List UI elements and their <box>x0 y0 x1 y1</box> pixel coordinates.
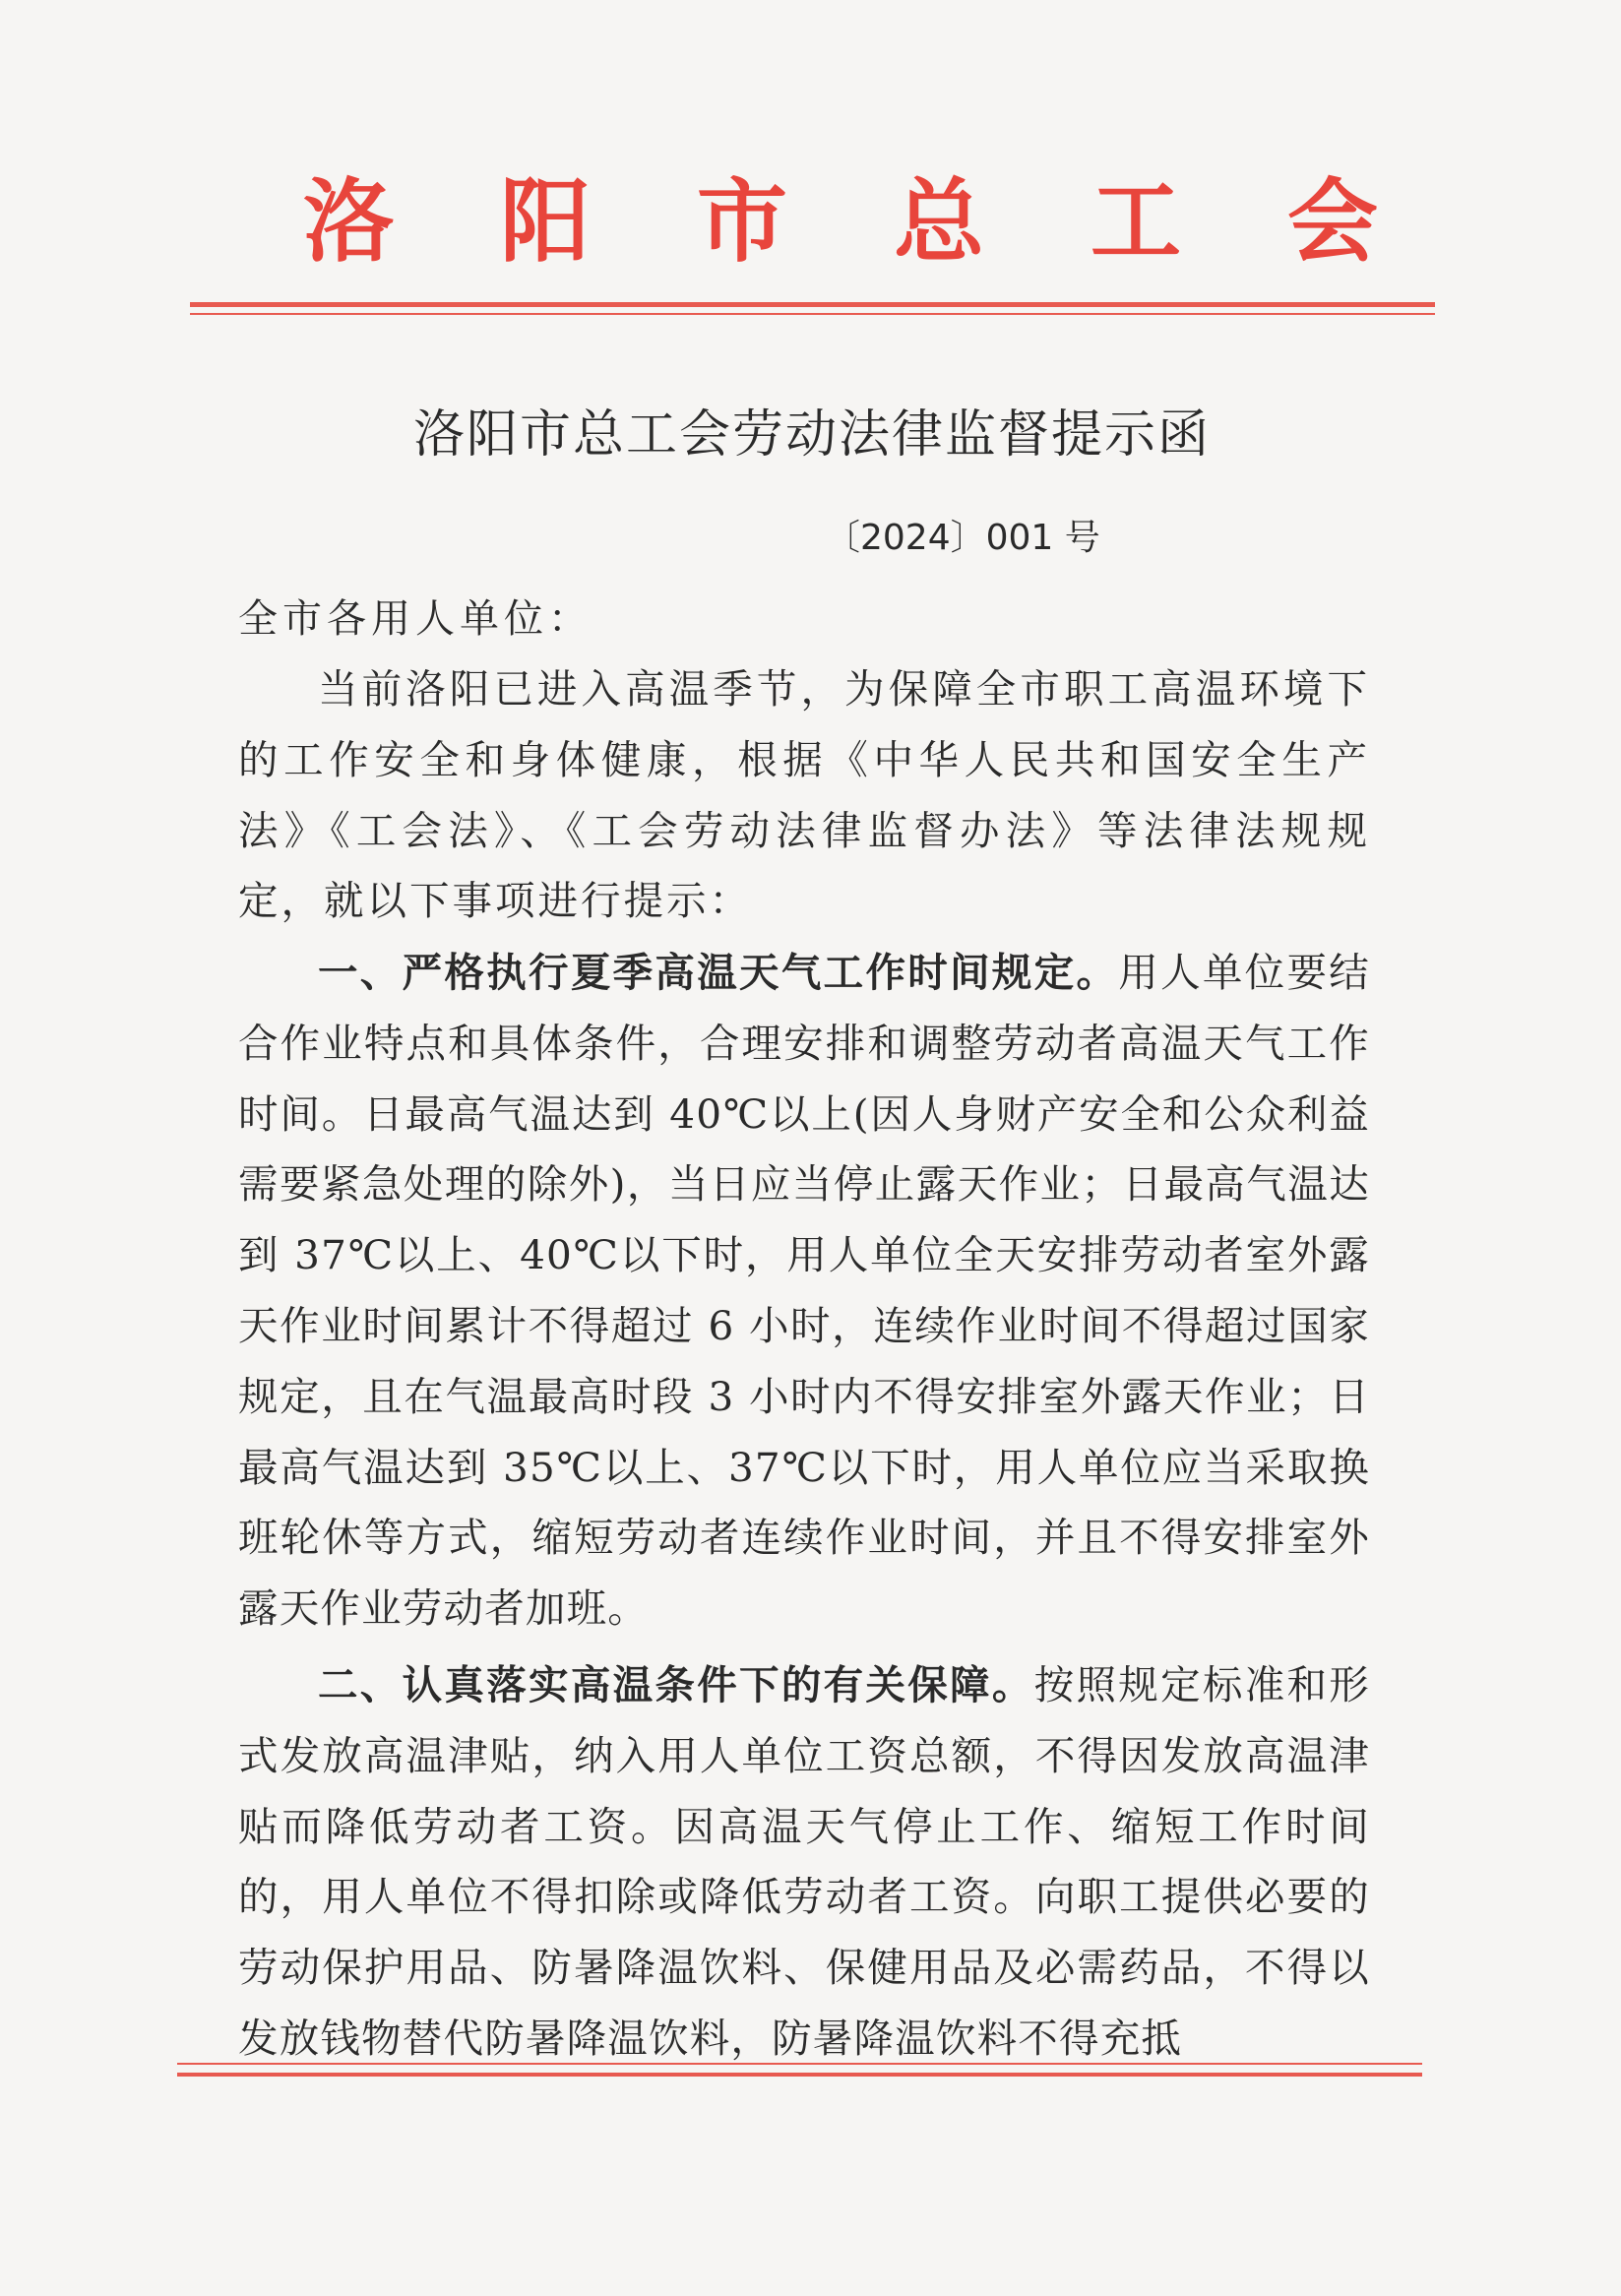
masthead-title: 洛阳市总工会 <box>303 168 1485 275</box>
salutation: 全市各用人单位： <box>238 596 592 642</box>
document-number: 〔2024〕001 号 <box>825 518 1100 558</box>
section-1-heading: 一、严格执行夏季高温天气工作时间规定。 <box>318 949 1119 996</box>
intro-paragraph: 当前洛阳已进入高温季节，为保障全市职工高温环境下的工作安全和身体健康，根据《中华人民共和国安全生产法》《工会法》、《工会劳动法律监督办法》等法律法规规定，就以下事项进行提示： <box>238 665 1370 925</box>
masthead-red-rule-thin <box>190 313 1435 315</box>
document-title: 洛阳市总工会劳动法律监督提示函 <box>412 405 1211 465</box>
section-1-paragraph <box>238 938 1370 1644</box>
section-2-text: 按照规定标准和形式发放高温津贴，纳入用人单位工资总额，不得因发放高温津贴而降低劳动者工资。因高温天气停止工作、缩短工作时间的，用人单位不得扣除或降低劳动者工资。向职工提供必要的劳动保护用品、防暑降温饮料、保健用品及必需药品，不得以发放钱物替代防暑降温饮料，防暑降温饮料不得充抵 <box>238 1661 1370 2062</box>
footer-red-rule-thick <box>177 2073 1422 2077</box>
section-1-text: 用人单位要结合作业特点和具体条件，合理安排和调整劳动者高温天气工作时间。日最高气温达到 40℃以上(因人身财产安全和公众利益需要紧急处理的除外)，当日应当停止露天作业；日最高气温达到 37℃以上、40℃以下时，用人单位全天安排劳动者室外露天作业时间累计不得超过 6 小时，连续作业时间不得超过国家规定，且在气温最高时段 3 小时内不得安排室外露天作业；日最高气温达到 35℃以上、37℃以下时，用人单位应当采取换班轮休等方式，缩短劳动者连续作业时间，并且不得安排室外露天作业劳动者加班。 <box>238 949 1370 1633</box>
section-2-paragraph <box>238 1650 1370 2075</box>
masthead-red-rule-thick <box>190 302 1435 307</box>
section-2-heading: 二、认真落实高温条件下的有关保障。 <box>318 1661 1034 1708</box>
footer-red-rule-thin <box>177 2063 1422 2065</box>
